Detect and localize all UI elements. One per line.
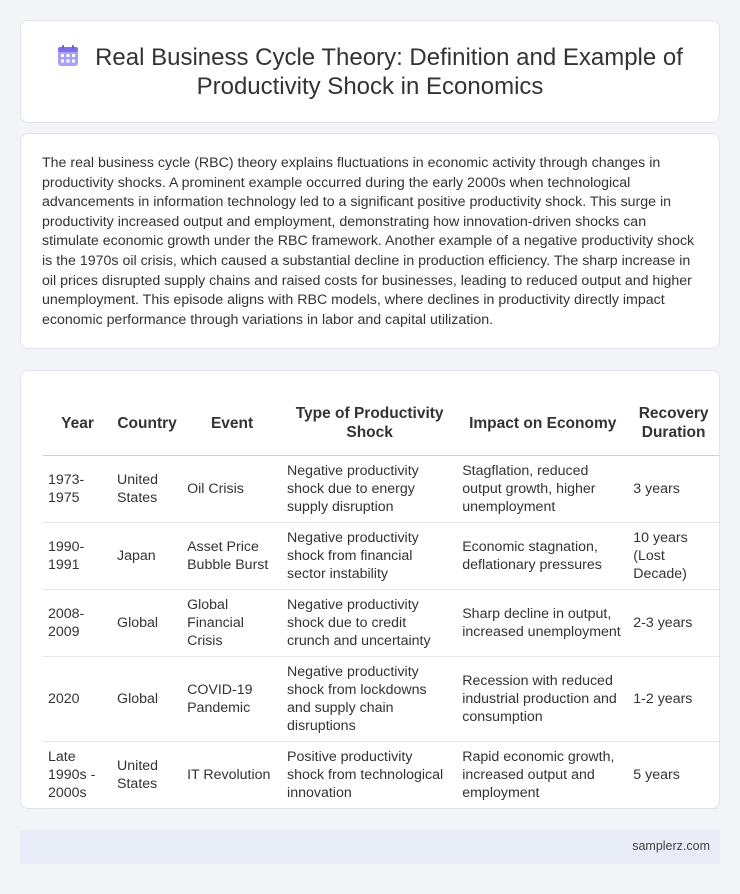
cell-type: Positive productivity shock from technological innovation <box>282 741 457 808</box>
header-country: Country <box>112 393 182 455</box>
cell-event: Oil Crisis <box>182 455 282 522</box>
cell-impact: Stagflation, reduced output growth, higher unemployment <box>457 455 628 522</box>
footer-bar <box>20 830 720 864</box>
cell-year: 1990-1991 <box>43 522 112 589</box>
cell-year: Late 1990s - 2000s <box>43 741 112 808</box>
title-card <box>20 20 720 123</box>
cell-impact: Sharp decline in output, increased unemployment <box>457 589 628 656</box>
cell-recovery: 2-3 years <box>628 589 719 656</box>
header-recovery: Recovery Duration <box>628 393 719 455</box>
table-card <box>20 370 720 809</box>
cell-event: Global Financial Crisis <box>182 589 282 656</box>
header-type: Type of Productivity Shock <box>282 393 457 455</box>
header-impact: Impact on Economy <box>457 393 628 455</box>
cell-impact: Economic stagnation, deflationary pressures <box>457 522 628 589</box>
header-year: Year <box>43 393 112 455</box>
cell-country: Global <box>112 589 182 656</box>
cell-recovery: 10 years (Lost Decade) <box>628 522 719 589</box>
intro-paragraph: The real business cycle (RBC) theory explains fluctuations in economic activity through changes in productivity shocks. A prominent example occurred during the early 2000s when technological advancements in information technology led to a significant positive productivity shock. This surge in productivity increased output and employment, demonstrating how innovation-driven shocks can stimulate economic growth under the RBC framework. Another example of a negative productivity shock is the 1970s oil crisis, which caused a substantial decline in production efficiency. The sharp increase in oil prices disrupted supply chains and raised costs for businesses, leading to reduced output and higher unemployment. This episode aligns with RBC models, where declines in productivity directly impact economic performance through variations in labor and capital utilization. <box>42 155 695 328</box>
footer-site-link[interactable]: samplerz.com <box>632 839 710 853</box>
cell-recovery: 1-2 years <box>628 656 719 741</box>
header-event: Event <box>182 393 282 455</box>
table-row <box>43 522 719 589</box>
cell-type: Negative productivity shock from financial sector instability <box>282 522 457 589</box>
cell-year: 2020 <box>43 656 112 741</box>
cell-recovery: 5 years <box>628 741 719 808</box>
cell-event: IT Revolution <box>182 741 282 808</box>
shock-table <box>43 393 719 809</box>
table-row <box>43 741 719 808</box>
cell-event: COVID-19 Pandemic <box>182 656 282 741</box>
cell-type: Negative productivity shock due to energy supply disruption <box>282 455 457 522</box>
page-title: Real Business Cycle Theory: Definition and Example of Productivity Shock in Economics <box>95 44 683 100</box>
table-row <box>43 455 719 522</box>
cell-country: United States <box>112 741 182 808</box>
cell-recovery: 3 years <box>628 455 719 522</box>
cell-impact: Recession with reduced industrial production and consumption <box>457 656 628 741</box>
cell-country: United States <box>112 455 182 522</box>
cell-country: Global <box>112 656 182 741</box>
cell-type: Negative productivity shock from lockdowns and supply chain disruptions <box>282 656 457 741</box>
cell-year: 2008-2009 <box>43 589 112 656</box>
cell-country: Japan <box>112 522 182 589</box>
intro-card <box>20 133 720 349</box>
cell-event: Asset Price Bubble Burst <box>182 522 282 589</box>
table-header-row <box>43 393 719 455</box>
table-row <box>43 656 719 741</box>
table-row <box>43 589 719 656</box>
cell-impact: Rapid economic growth, increased output and employment <box>457 741 628 808</box>
cell-type: Negative productivity shock due to credit crunch and uncertainty <box>282 589 457 656</box>
calendar-icon <box>57 45 79 67</box>
cell-year: 1973-1975 <box>43 455 112 522</box>
page-title-wrap <box>21 43 719 101</box>
